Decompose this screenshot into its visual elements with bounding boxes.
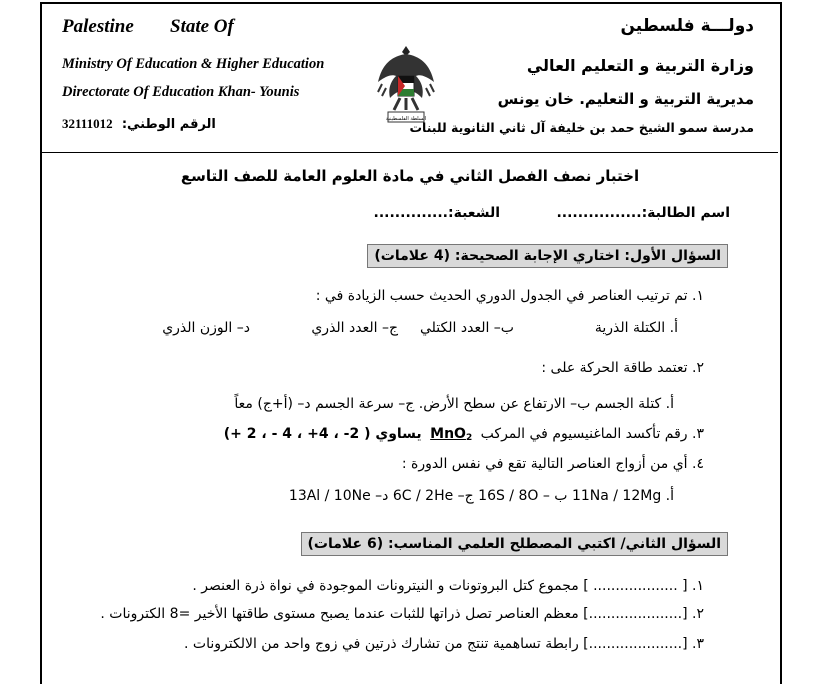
national-number-label: الرقم الوطني: [121,117,216,132]
header-state-ar: دولـــة فلسطين [620,16,754,36]
palestine-emblem [374,42,438,126]
q1-item3-formula: MnO$_2$ [430,426,473,443]
header-school-ar: مدرسة سمو الشيخ حمد بن خليفة آل ثاني الثانوية للبنات [409,120,754,135]
q1-item4-stem: ٤. أي من أزواج العناصر التالية تقع في نفس الدورة : [401,456,704,472]
emblem-text: السلطة الفلسطينية [385,116,427,122]
header-state-of: State Of [170,16,234,37]
q1-item3-stem-prefix: ٣. رقم تأكسد الماغنيسيوم في المركب [480,426,704,442]
q1-item1-option-a: أ. الكتلة الذرية [594,320,678,336]
q2-item1: ١. [ ................... ] مجموع كتل البروتونات و النيترونات الموجودة في نواة ذرة العنصر . [192,578,704,594]
student-name-field: اسم الطالبة:................ [556,205,730,221]
q1-item1-option-b: ب– العدد الكتلي [420,320,514,336]
q2-item2: ٢. [.....................] معظم العناصر تصل ذراتها للثبات عندما يصبح مستوى طاقتها الأخير =8 الكترونات . [100,606,704,622]
question2-heading: السؤال الثاني/ اكتبي المصطلح العلمي المناسب: (6 علامات) [301,532,728,556]
q1-item2-options: أ. كتلة الجسم ب– الارتفاع عن سطح الأرض. ج– سرعة الجسم د– (أ+ج) معاً [234,396,674,412]
q1-item1-option-c: ج– العدد الذري [311,320,398,336]
header-ministry: Ministry Of Education & Higher Education [62,56,325,72]
q1-item4-options: أ. 11Na / 12Mg ب – 16S / 8O ج– 6C / 2He د– 13Al / 10Ne [288,488,674,504]
q1-item2-stem: ٢. تعتمد طاقة الحركة على : [541,360,704,376]
header-directorate-ar: مديرية التربية و التعليم. خان يونس [497,90,754,108]
question1-heading: السؤال الأول: اختاري الإجابة الصحيحة: (4 علامات) [367,244,728,268]
q1-item3-stem-suffix: يساوي ( 2- ، 4+ ، 4 - ، 2 +) [223,426,422,442]
header-directorate: Directorate Of Education Khan- Younis [62,84,300,100]
q1-item3-stem [224,426,704,443]
header-divider [42,152,778,153]
exam-title: اختبار نصف الفصل الثاني في مادة العلوم العامة للصف التاسع [180,167,640,185]
section-field: الشعبة:.............. [373,205,500,221]
q1-item1-stem: ١. تم ترتيب العناصر في الجدول الدوري الحديث حسب الزيادة في : [315,288,704,304]
national-number [62,116,216,132]
q2-item3: ٣. [.....................] رابطة تساهمية تنتج من تشارك ذرتين في زوج واحد من الالكترونات . [184,636,704,652]
header-ministry-ar: وزارة التربية و التعليم العالي [526,56,754,75]
header-palestine: Palestine [62,16,134,37]
national-number-value: 32111012 [62,116,113,131]
q1-item1-option-d: د– الوزن الذري [162,320,250,336]
